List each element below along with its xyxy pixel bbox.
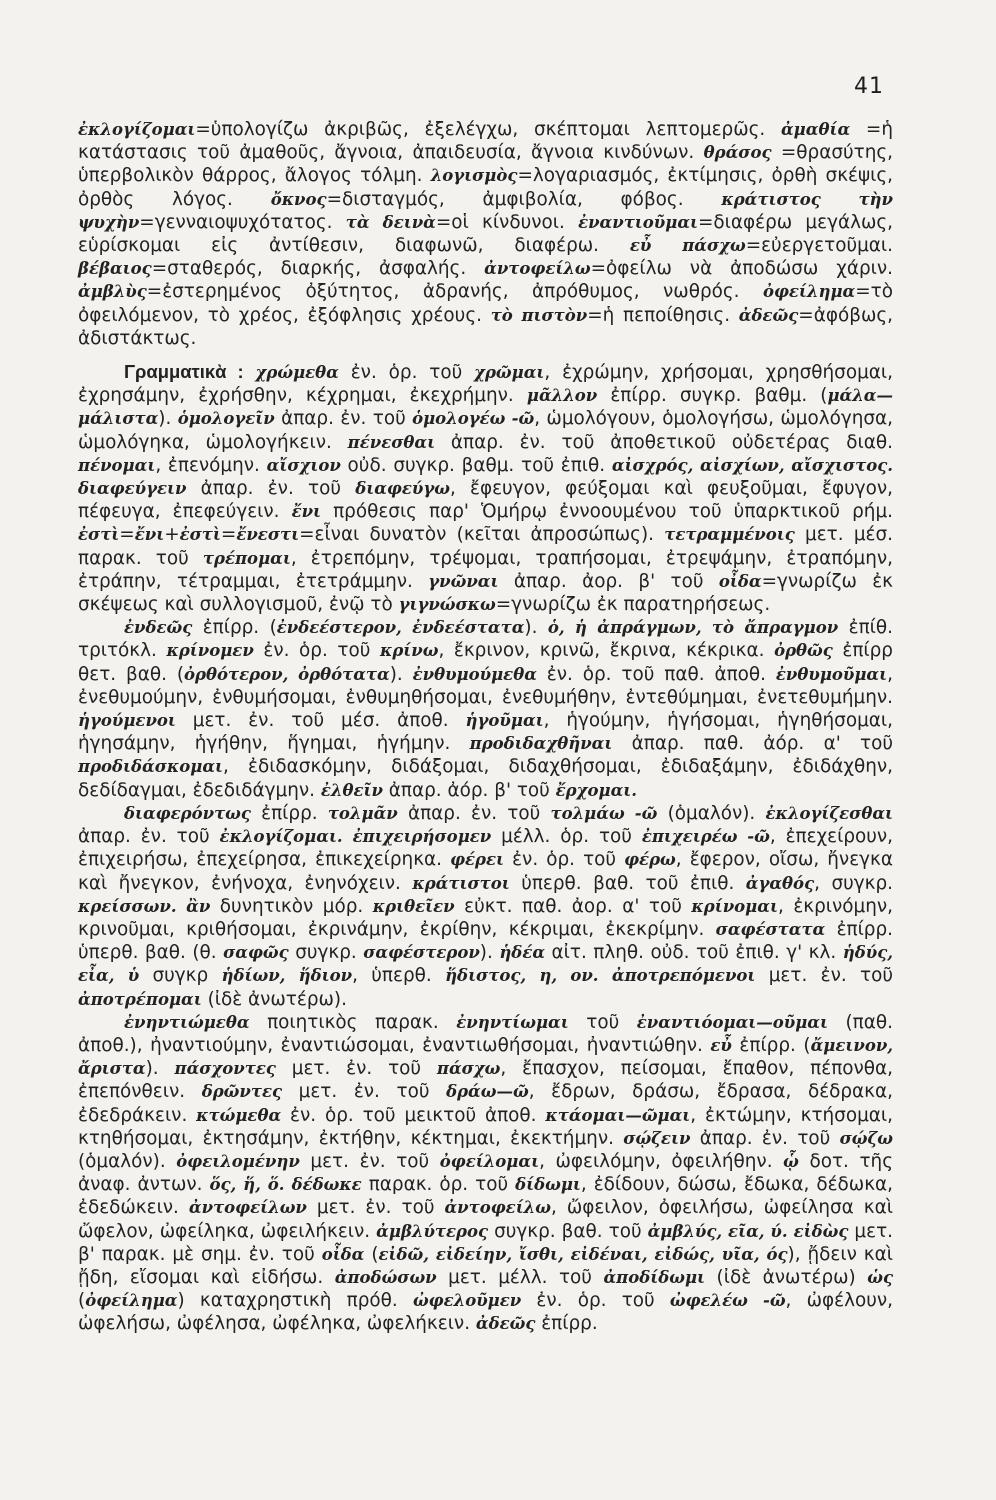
term-word: ἔρχομαι.	[555, 780, 638, 800]
term-word: ἀποτρεπόμενοι	[611, 966, 756, 986]
term-word: ἐνδεῶς	[124, 618, 193, 638]
text-run: ἀπαρ. ἐν. τοῦ	[690, 1127, 840, 1149]
term-word: ἀμαθία	[780, 120, 851, 139]
text-run: =θρασύτης, ὑπερβολικὸν θάρρος, ἄλογος τόλμη.	[78, 142, 893, 187]
text-run: ἐν. ὁρ. τοῦ	[504, 849, 625, 871]
paragraph	[78, 1011, 893, 1336]
term-word: οἶδα	[321, 1244, 365, 1264]
term-word: ὀρθότερον, ὀρθότατα	[184, 664, 390, 684]
term-word: δέδωκε	[291, 1175, 362, 1195]
text-run: μετ. ἐν. τοῦ	[306, 1197, 445, 1219]
term-word: κτώμεθα	[196, 1105, 282, 1125]
term-word: ἡδίων, ἥδιον	[221, 966, 353, 986]
text-run: ἐπίρρ.	[535, 1313, 598, 1335]
paragraph	[78, 118, 893, 350]
term-word: εὖ πάσχω	[629, 236, 746, 256]
text-run: ἀπαρ. ἀορ. β' τοῦ	[498, 570, 719, 592]
term-word: τὸ πιστὸν	[490, 305, 588, 325]
section-heading: Γραμματικὰ :	[124, 361, 244, 383]
text-run: ἐν. ὁρ. τοῦ	[521, 1290, 670, 1312]
text-run: ).	[145, 1058, 175, 1080]
term-word: ἀγαθός	[745, 873, 815, 893]
text-run: +	[164, 524, 180, 546]
text-run	[177, 896, 187, 917]
text-run: , ἔφερον, οἴσω, ἤνεγκα καὶ ἤνεγκον, ἐνήνοχα, ἐνηνόχειν.	[78, 849, 893, 894]
text-run: =ἡ κατάστασις τοῦ ἀμαθοῦς, ἄγνοια, ἀπαιδευσία, ἄγνοια κινδύνων.	[78, 119, 893, 164]
text-run: ἐπίρρ. (	[192, 617, 277, 639]
term-word: ἐκλογίζομαι.	[219, 827, 343, 847]
text-run: , ὡμολόγουν, ὁμολογήσω, ὡμολόγησα, ὡμολόγηκα, ὡμολογήκειν.	[78, 408, 893, 453]
term-word: σαφέστατα	[715, 919, 826, 939]
term-word: ὡς	[867, 1267, 894, 1287]
text-run: (ἰδὲ ἀνωτέρω).	[201, 988, 347, 1010]
term-word: ἀμβλύτερος	[376, 1221, 489, 1241]
paragraph	[78, 360, 893, 616]
text-run: αἰτ. πληθ. οὐδ. τοῦ ἐπιθ. γ' κλ.	[545, 942, 843, 964]
term-word: γιγνώσκω	[398, 595, 496, 615]
term-word: ὠφελέω -ῶ	[669, 1291, 786, 1311]
term-word: ἀμβλὺς	[78, 282, 147, 302]
text-run: ἐν. ὁρ. τοῦ μεικτοῦ ἀποθ.	[281, 1104, 546, 1126]
text-run: , ὑπερθ.	[352, 965, 446, 987]
text-run: , ἔδρων, δράσω, ἔδρασα, δέδρακα, ἐδεδράκειν.	[78, 1081, 893, 1126]
text-run: =ἐστερημένος ὀξύτητος, ἀδρανής, ἀπρόθυμος, νωθρός.	[146, 281, 763, 303]
text-run	[285, 1174, 292, 1195]
term-word: εἰδὼς	[793, 1221, 849, 1241]
term-word: ἡγούμενοι	[78, 711, 176, 731]
term-word: προδιδαχθῆναι	[469, 734, 613, 754]
term-word: κράτιστος τὴν ψυχὴν	[78, 189, 894, 232]
term-word: ἀντοφείλω	[484, 259, 591, 279]
term-word: ἀντοφείλων	[188, 1198, 307, 1218]
term-word: ἐναντιοῦμαι	[578, 212, 699, 232]
term-word: σῴζω	[839, 1128, 893, 1148]
term-word: ὄκνος	[270, 189, 327, 209]
text-run: ἐπίθ. τριτόκλ.	[78, 617, 893, 662]
text-run: παρακ. ὁρ. τοῦ	[361, 1174, 516, 1196]
text-run: , ὠφειλόμην, ὀφειλήθην.	[539, 1150, 784, 1172]
term-word: αἰσχρός, αἰσχίων, αἴσχιστος.	[611, 455, 894, 475]
text-run: (ὁμαλόν).	[78, 1150, 177, 1172]
term-word: οἶδα	[718, 571, 762, 591]
term-word: ἀποδίδωμι	[603, 1267, 706, 1287]
term-word: διαφερόντως	[124, 803, 251, 823]
text-run: =ὀφείλω νὰ ἀποδώσω χάριν.	[590, 258, 893, 280]
term-word: ὀφειλομένην	[176, 1151, 300, 1171]
text-run	[599, 965, 612, 986]
text-run: ἀπαρ. παθ. ἀόρ. α' τοῦ	[612, 733, 894, 755]
page-number: 41	[854, 74, 884, 99]
text-run: =	[220, 524, 237, 546]
term-word: ἥδιστος, η, ον.	[445, 966, 599, 986]
text-run: , ἐδίδουν, δώσω, ἔδωκα, δέδωκα, ἐδεδώκειν.	[78, 1174, 893, 1219]
term-word: κρείσσων.	[78, 896, 177, 916]
term-word: θράσος	[703, 143, 772, 163]
text-run: συγκρ. βαθ. τοῦ	[488, 1220, 648, 1242]
text-run: =λογαριασμός, ἐκτίμησις, ὀρθὴ σκέψις, ὀρθὸς λόγος.	[78, 165, 893, 210]
text-run: ).	[158, 408, 178, 430]
text-run: , ἐτρεπόμην, τρέψομαι, τραπήσομαι, ἐτρεψάμην, ἐτραπόμην, ἐτράπην, τέτραμμαι, ἐτετράμμην.	[78, 547, 893, 592]
term-word: πένομαι	[78, 455, 156, 475]
text-run: τοῦ	[568, 1011, 637, 1033]
term-word: ἡγοῦμαι	[465, 711, 544, 731]
text-run: ).	[479, 942, 500, 964]
text-run: δοτ. τῆς ἀναφ. ἀντων.	[78, 1150, 893, 1196]
term-word: ἔνι	[291, 502, 322, 522]
term-word: ᾧ	[783, 1151, 799, 1171]
term-word: διαφεύγειν	[78, 479, 187, 499]
text-run: =τὸ ὀφειλόμενον, τὸ χρέος, ἐξόφλησις χρέους.	[78, 281, 893, 326]
term-word: ὠφελοῦμεν	[412, 1291, 522, 1311]
term-word: κρίνω	[379, 641, 439, 661]
term-word: χρώμεθα	[255, 363, 339, 383]
term-word: κτάομαι—ῶμαι	[545, 1105, 691, 1125]
text-run: δυνητικὸν μόρ.	[210, 895, 373, 917]
term-word: τὰ δεινὰ	[345, 212, 436, 232]
term-word: ἀντοφείλω	[444, 1198, 551, 1218]
term-word: πάσχοντες	[174, 1059, 276, 1079]
term-word: ὅς, ἥ, ὅ.	[209, 1175, 285, 1195]
text-run: ἐν. ὁρ. τοῦ παθ. ἀποθ.	[536, 663, 776, 685]
text-run: (	[78, 1290, 86, 1312]
term-word: μᾶλλον	[526, 386, 598, 406]
text-run: μετ. ἐν. τοῦ μέσ. ἀποθ.	[175, 710, 466, 732]
text-run: , ἐδιδασκόμην, διδάξομαι, διδαχθήσομαι, ἐδιδαξάμην, ἐδιδάχθην, δεδίδαγμαι, ἐδεδιδάγμην.	[78, 756, 893, 801]
term-word: ἡδύς, εἶα, ὑ	[78, 943, 893, 986]
term-word: ἐνδεέστερον, ἐνδεέστατα	[276, 618, 525, 638]
term-word: ἐστὶ	[78, 525, 120, 545]
term-word: φέρω	[624, 850, 676, 870]
term-word: ὁμολογέω -ῶ	[412, 409, 535, 429]
term-word: δρῶντες	[201, 1082, 283, 1102]
term-word: ὀφείλημα	[762, 282, 856, 302]
text-run: =ὑπολογίζω ἀκριβῶς, ἐξελέγχω, σκέπτομαι λεπτομερῶς.	[195, 119, 781, 140]
text-run: ) καταχρηστικὴ πρόθ.	[177, 1290, 413, 1312]
text-run: ἐπίρρ. συγκρ. βαθμ. (	[597, 385, 828, 407]
term-word: ὁμολογεῖν	[177, 409, 275, 429]
text-run: , ἐκτώμην, κτήσομαι, κτηθήσομαι, ἐκτησάμην, ἐκτήθην, κέκτημαι, ἐκεκτήμην.	[78, 1104, 893, 1149]
text-run: συγκρ	[139, 965, 222, 987]
term-word: ἔνεστι	[236, 525, 300, 545]
term-word: διαφεύγω	[355, 479, 450, 499]
text-run: ).	[524, 617, 548, 639]
text-run: (ἰδὲ ἀνωτέρω)	[705, 1266, 868, 1288]
term-word: κριθεῖεν	[372, 896, 455, 916]
text-run: , ἔκρινον, κρινῶ, ἔκρινα, κέκρικα.	[438, 640, 775, 662]
text-run: =διαφέρω μεγάλως, εὑρίσκομαι εἰς ἀντίθεσιν, διαφωνῶ, διαφέρω.	[78, 211, 893, 257]
text-run: μετ. ἐν. τοῦ	[299, 1150, 440, 1172]
term-word: τολμάω -ῶ	[550, 803, 658, 823]
term-word: εὖ	[710, 1035, 732, 1055]
text-run: ἐπίρρ. ὑπερθ. βαθ. (θ.	[78, 918, 894, 964]
term-word: φέρει	[450, 850, 505, 870]
term-word: γνῶναι	[428, 571, 499, 591]
text-run: =εἶναι δυνατὸν (κεῖται ἀπροσώπως).	[299, 524, 665, 546]
text-run: , ὤφειλον, ὀφειλήσω, ὠφείλησα καὶ ὤφελον, ὠφείληκα, ὠφειλήκειν.	[78, 1197, 893, 1242]
term-word: κρίνομεν	[166, 641, 254, 661]
term-word: σαφέστερον	[363, 943, 480, 963]
text-run: μετ. μέλλ. τοῦ	[436, 1266, 604, 1288]
term-word: τολμᾶν	[327, 803, 398, 823]
text-run: ἀπαρ. ἐν. τοῦ ἀποθετικοῦ οὐδετέρας διαθ.	[435, 431, 893, 453]
text-run: μετ. μέσ. παρακ. τοῦ	[78, 524, 893, 569]
term-word: μάλα—μάλιστα	[78, 386, 893, 429]
term-word: ἀδεῶς	[475, 1314, 536, 1334]
term-word: ἐνηντίωμαι	[456, 1012, 569, 1032]
text-run: ἀπαρ. ἐν. τοῦ	[78, 826, 220, 848]
text-run: =εὐεργετοῦμαι.	[745, 235, 893, 257]
term-word: ἐπιχειρέω -ῶ	[641, 827, 770, 847]
paragraph	[78, 802, 893, 1011]
term-word: ἄμεινον, ἄριστα	[78, 1035, 894, 1079]
term-word: βέβαιος	[78, 259, 152, 279]
term-word: ἐπιχειρήσομεν	[352, 827, 492, 847]
term-word: ὁ, ἡ ἀπράγμων, τὸ ἄπραγμον	[547, 618, 839, 638]
text-run	[244, 362, 256, 383]
term-word: ἀποτρέπομαι	[78, 989, 202, 1009]
term-word: τετραμμένοις	[664, 525, 795, 545]
term-word: χρῶμαι	[474, 363, 545, 383]
text-run: =ἡ πεποίθησις.	[587, 304, 739, 326]
text-run: ἀπαρ. ἐν. τοῦ	[397, 802, 551, 824]
term-word: δίδωμι	[515, 1175, 581, 1195]
term-word: ἡδέα	[499, 943, 546, 963]
text-run: , ὠφέλουν, ὠφελήσω, ὠφέλησα, ὠφέληκα, ὠφελήκειν.	[78, 1290, 893, 1335]
text-run: μετ. ἐν. τοῦ	[282, 1081, 447, 1103]
term-word: ἐκλογίζομαι	[78, 120, 196, 139]
term-word: ἀποδώσων	[334, 1267, 437, 1287]
text-run: ἀπαρ. ἐν. τοῦ	[274, 408, 413, 430]
term-word: ἐλθεῖν	[320, 780, 383, 800]
term-word: ἐστὶ	[179, 525, 221, 545]
text-run: , ἐχρώμην, χρήσομαι, χρησθήσομαι, ἐχρησάμην, ἐχρήσθην, κέχρημαι, ἐκεχρήμην.	[78, 362, 893, 407]
text-run	[343, 826, 353, 847]
term-word: ἐναντιόομαι—οῦμαι	[636, 1012, 828, 1032]
term-word: εἰδῶ, εἰδείην, ἴσθι, εἰδέναι, εἰδώς, υῖα, ός	[378, 1244, 788, 1264]
term-word: αἴσχιον	[266, 455, 341, 475]
term-word: τρέπομαι	[202, 548, 291, 568]
term-word: δράω—ῶ	[446, 1082, 529, 1102]
term-word: ἂν	[186, 896, 211, 916]
text-run: ἐν. ὁρ. τοῦ	[338, 362, 475, 384]
text-run: ἐπίρρ.	[250, 802, 328, 824]
page-text	[78, 118, 893, 1336]
text-run: ἐν. ὁρ. τοῦ	[253, 640, 380, 662]
text-run: ).	[389, 663, 413, 685]
text-run: ὑπερθ. βαθ. τοῦ ἐπιθ.	[509, 872, 746, 894]
term-word: λογισμὸς	[430, 166, 518, 186]
term-word: ἀδεῶς	[738, 305, 799, 325]
term-word: προδιδάσκομαι	[78, 757, 224, 777]
paragraph	[78, 616, 893, 802]
text-run: ἐπίρρ. (	[731, 1034, 811, 1056]
text-run: , ἐκρινόμην, κρινοῦμαι, κριθήσομαι, ἐκρινάμην, ἐκρίθην, κέκριμαι, ἐκεκρίμην.	[78, 895, 893, 940]
term-word: κράτιστοι	[412, 873, 510, 893]
text-run: ), ᾔδειν καὶ ᾔδη, εἴσομαι καὶ εἰδήσω.	[78, 1243, 893, 1288]
term-word: ἔνι	[134, 525, 165, 545]
text-run: , ἐνεθυμούμην, ἐνθυμήσομαι, ἐνθυμηθήσομαι, ἐνεθυμήθην, ἐντεθύμημαι, ἐνετεθυμήμην.	[78, 663, 893, 708]
text-run: συγκρ.	[288, 942, 364, 964]
text-run: =γενναιοψυχότατος.	[139, 211, 346, 233]
text-run: =σταθερός, διαρκής, ἀσφαλής.	[151, 258, 485, 280]
text-run: =δισταγμός, ἀμφιβολία, φόβος.	[326, 188, 722, 210]
text-run: =γνωρίζω ἐκ σκέψεως καὶ συλλογισμοῦ, ἐνῷ τὸ	[78, 570, 894, 616]
term-word: σαφῶς	[223, 943, 289, 963]
text-run: οὐδ. συγκρ. βαθμ. τοῦ ἐπιθ.	[340, 454, 612, 476]
text-run: , ἡγούμην, ἡγήσομαι, ἡγηθήσομαι, ἡγησάμην, ἡγήθην, ἥγημαι, ἡγήμην.	[78, 710, 893, 755]
text-run: ἀπαρ. ἀόρ. β' τοῦ	[382, 779, 556, 801]
term-word: πάσχω	[436, 1059, 501, 1079]
term-word: ἐκλογίζεσθαι	[765, 803, 894, 823]
term-word: ἐνθυμούμεθα	[412, 664, 537, 684]
text-run: μέλλ. ὁρ. τοῦ	[491, 826, 642, 848]
text-run: πρόθεσις παρ' Ὁμήρῳ ἐννοουμένου τοῦ ὑπαρκτικοῦ ρήμ.	[321, 501, 894, 523]
text-run: ἀπαρ. ἐν. τοῦ	[186, 478, 356, 500]
text-run: , ἐπεχείρουν, ἐπιχειρήσω, ἐπεχείρησα, ἐπικεχείρηκα.	[78, 826, 894, 871]
text-run: (παθ. ἀποθ.), ἠναντιούμην, ἐναντιώσομαι, ἐναντιωθήσομαι, ἠναντιώθην.	[78, 1011, 893, 1056]
text-run: =οἱ κίνδυνοι.	[435, 211, 579, 233]
text-run: (	[364, 1243, 379, 1265]
text-run: μετ. ἐν. τοῦ	[275, 1058, 437, 1080]
text-run: , συγκρ.	[814, 872, 893, 894]
term-word: ὀφείλημα	[85, 1291, 178, 1311]
text-run: =ἀφόβως, ἀδιστάκτως.	[78, 304, 893, 349]
term-word: ὀρθῶς	[774, 641, 833, 661]
text-run: , ἔφευγον, φεύξομαι καὶ φευξοῦμαι, ἔφυγον, πέφευγα, ἐπεφεύγειν.	[78, 478, 894, 523]
text-run: , ἐπενόμην.	[155, 454, 267, 476]
term-word: ὀφείλομαι	[439, 1151, 540, 1171]
text-run: , ἔπασχον, πείσομαι, ἔπαθον, πέπονθα, ἐπεπόνθειν.	[78, 1058, 894, 1103]
text-run: μετ. ἐν. τοῦ	[755, 965, 893, 987]
term-word: πένεσθαι	[347, 432, 436, 452]
text-run: εὐκτ. παθ. ἀορ. α' τοῦ	[454, 895, 692, 917]
text-run: =γνωρίζω ἐκ παρατηρήσεως.	[495, 594, 771, 616]
term-word: κρίνομαι	[691, 896, 778, 916]
text-run: (ὁμαλόν).	[657, 802, 766, 824]
text-run: =	[119, 524, 135, 546]
term-word: ἀμβλύς, εῖα, ύ.	[647, 1221, 788, 1241]
text-run: ποιητικὸς παρακ.	[249, 1011, 457, 1033]
text-run: ἐπίρρ θετ. βαθ. (	[78, 640, 893, 685]
text-run: μετ. β' παρακ. μὲ σημ. ἐν. τοῦ	[78, 1220, 893, 1265]
term-word: ἐνηντιώμεθα	[124, 1012, 250, 1032]
term-word: σῴζειν	[623, 1128, 691, 1148]
term-word: ἐνθυμοῦμαι	[775, 664, 888, 684]
